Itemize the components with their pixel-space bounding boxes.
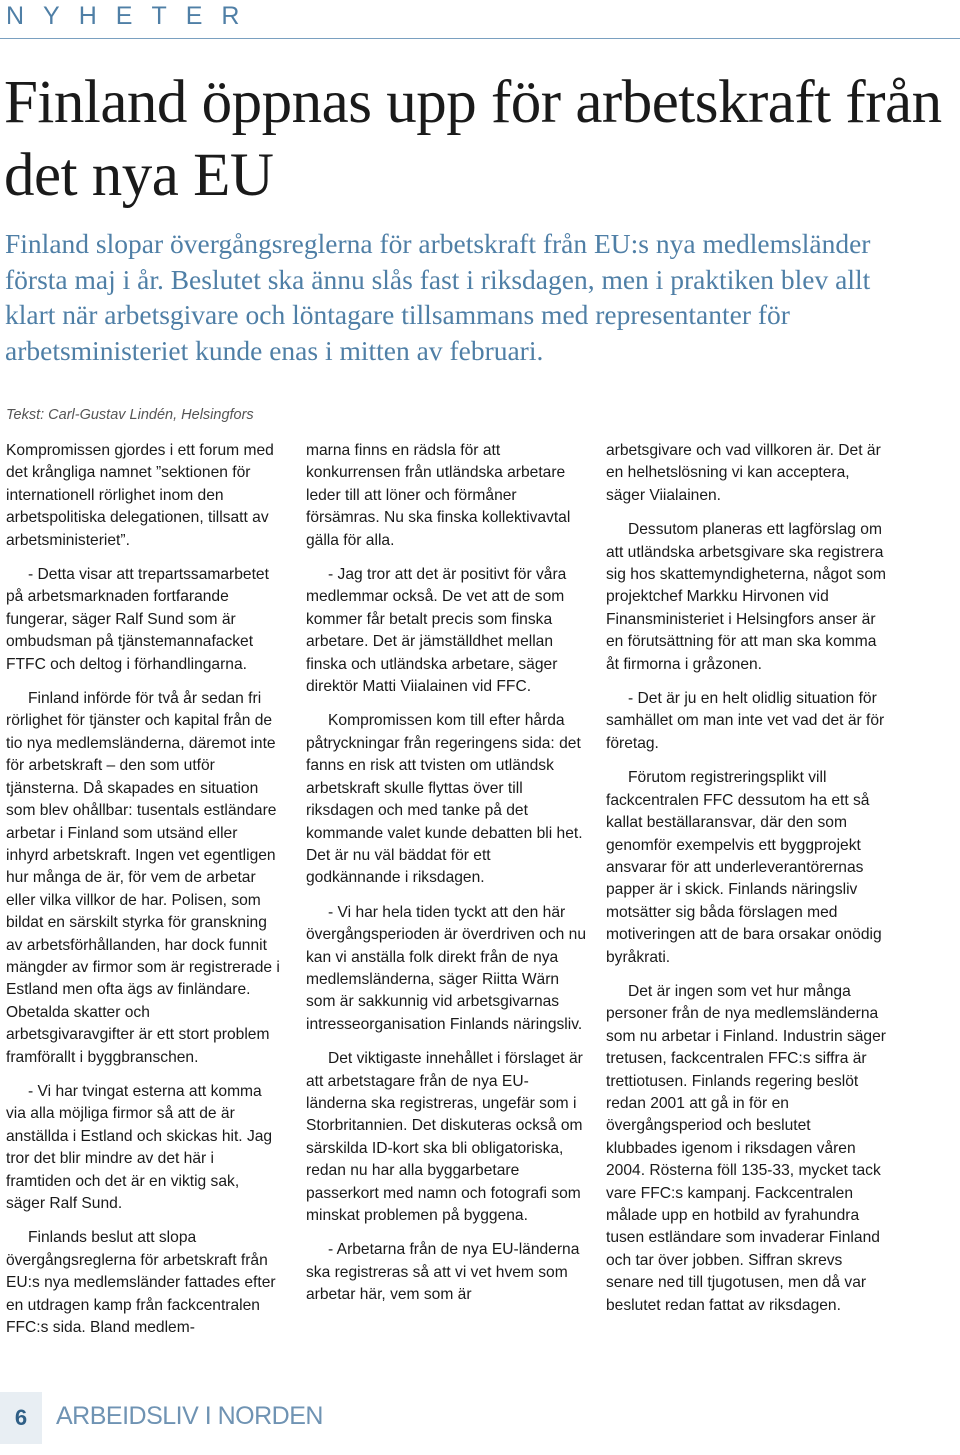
paragraph: Det viktigaste innehållet i förslaget är att arbetstagare från de nya EU-länderna ska registreras, ungefär som i Storbritannien. Det diskuteras också om särskilda ID-kort ska bli obligatoriska, redan nu har alla byggarbetare passerkort med namn och fotografi som minskat problemen på byggena. <box>306 1050 583 1224</box>
top-rule <box>0 38 960 39</box>
paragraph: Förutom registreringsplikt vill fackcentralen FFC dessutom ha ett så kallat beställaransvar, där den som genomför exempelvis ett byggprojekt ansvarar för att underleverantörernas papper är i skick. Finlands näringsliv motsätter sig båda förslagen med motiveringen att de bara orsakar onödig byråkrati. <box>606 769 882 966</box>
article-column-3 <box>606 440 886 1329</box>
paragraph: Kompromissen gjordes i ett forum med det krångliga namnet ”sektionen för internationell rörlighet inom den arbetspolitiska delegationen, tillsatt av arbetsministeriet”. <box>6 442 274 549</box>
article-column-1 <box>6 440 282 1351</box>
paragraph: marna finns en rädsla för att konkurrensen från utländska arbetare leder till att löner och förmåner försämras. Nu ska finska kollektivavtal gälla för alla. <box>306 442 571 549</box>
paragraph: Det är ingen som vet hur många personer från de nya medlemsländerna som nu arbetar i Finland. Industrin säger tretusen, fackcentralen FFC:s siffra är trettiotusen. Finlands regering beslöt redan 2001 att gå in för en övergångsperiod och beslutet klubbades igenom i riksdagen våren 2004. Rösterna föll 135-33, mycket tack vare FFC:s kampanj. Fackcentralen målade upp en hotbild av fyrahundra tusen estländare som invaderar Finland och tar över jobben. Siffran skrevs senare ned till tjugotusen, men då var beslutet redan fattat av riksdagen. <box>606 982 886 1314</box>
section-label: NYHETER <box>6 2 259 30</box>
article-column-2 <box>306 440 586 1319</box>
paragraph: Kompromissen kom till efter hårda påtryckningar från regeringens sida: det fanns en risk att tvisten om utländsk arbetskraft skulle flyttas över till riksdagen och med tanke på det kommande valet kunde debatten bli het. Det är nu väl bäddat för ett godkännande i riksdagen. <box>306 712 583 887</box>
paragraph: - Vi har hela tiden tyckt att den här övergångsperioden är överdriven och nu kan vi anställa folk direkt från de nya medlemsländerna, säger Riitta Wärn som är sakkunnig vid arbetsgivarnas intresseorganisation Finlands näringsliv. <box>306 903 587 1033</box>
paragraph: arbetsgivare och vad villkoren är. Det är en helhetslösning vi kan acceptera, säger Viialainen. <box>606 442 881 504</box>
paragraph: - Detta visar att trepartssamarbetet på arbetsmarknaden fortfarande fungerar, säger Ralf Sund som är ombudsman på tjänstemannafacket FTFC och deltog i förhandlingarna. <box>6 566 269 673</box>
paragraph: Dessutom planeras ett lagförslag om att utländska arbetsgivare ska registrera sig hos skattemyndigheterna, något som projektchef Markku Hirvonen vid Finansministeriet i Helsingfors anser är en förutsättning för att man ska komma åt firmorna i gråzonen. <box>606 521 886 673</box>
paragraph: - Vi har tvingat esterna att komma via alla möjliga firmor så att de är anställda i Estland och skickas hit. Jag tror det blir mindre av det här i framtiden och det är en viktig sak, säger Ralf Sund. <box>6 1082 273 1212</box>
paragraph: - Arbetarna från de nya EU-länderna ska registreras så att vi vet hvem som arbetar här, vem som är <box>306 1241 580 1304</box>
paragraph: Finland införde för två år sedan fri rörlighet för tjänster och kapital från de tio nya medlemsländerna, däremot inte för arbetskraft – den som utför tjänsterna. Då skapades en situation som blev ohållbar: tusentals estländare arbetar i Finland som utsänd eller inhyrd arbetskraft. Ingen vet egentligen hur många de är, för vem de arbetar eller vilka villkor de har. Polisen, som bildat en särskilt styrka för granskning av arbetsförhållanden, har dock funnit mängder av firmor som är registrerade i Estland men ofta ägs av finländare. Obetalda skatter och arbetsgivaravgifter är ett stort problem framförallt i byggbranschen. <box>6 690 280 1066</box>
ingress: Finland slopar övergångsreglerna för arbetskraft från EU:s nya medlemsländer första maj i år. Beslutet ska ännu slås fast i riksdagen, men i praktiken blev allt klart när arbetsgivare och löntagare tillsammans med representanter för arbetsministeriet kunde enas i mitten av februari. <box>5 228 871 366</box>
paragraph: - Det är ju en helt olidlig situation för samhället om man inte vet vad det är för företag. <box>606 690 885 752</box>
byline: Tekst: Carl-Gustav Lindén, Helsingfors <box>6 407 254 423</box>
paragraph: Finlands beslut att slopa övergångsreglerna för arbetskraft från EU:s nya medlemsländer fattades efter en utdragen kamp från fackcentralen FFC:s sida. Bland medlem- <box>6 1229 276 1337</box>
headline: Finland öppnas upp för arbetskraft från det nya EU <box>4 69 942 209</box>
paragraph: - Jag tror att det är positivt för våra medlemmar också. De vet att de som kommer får betalt precis som finska arbetare. Det är jämställdhet mellan finska och utländska arbetare, säger direktör Matti Viialainen vid FFC. <box>306 566 567 696</box>
magazine-name: ARBEIDSLIV I NORDEN <box>56 1402 323 1430</box>
page-number: 6 <box>0 1392 42 1444</box>
